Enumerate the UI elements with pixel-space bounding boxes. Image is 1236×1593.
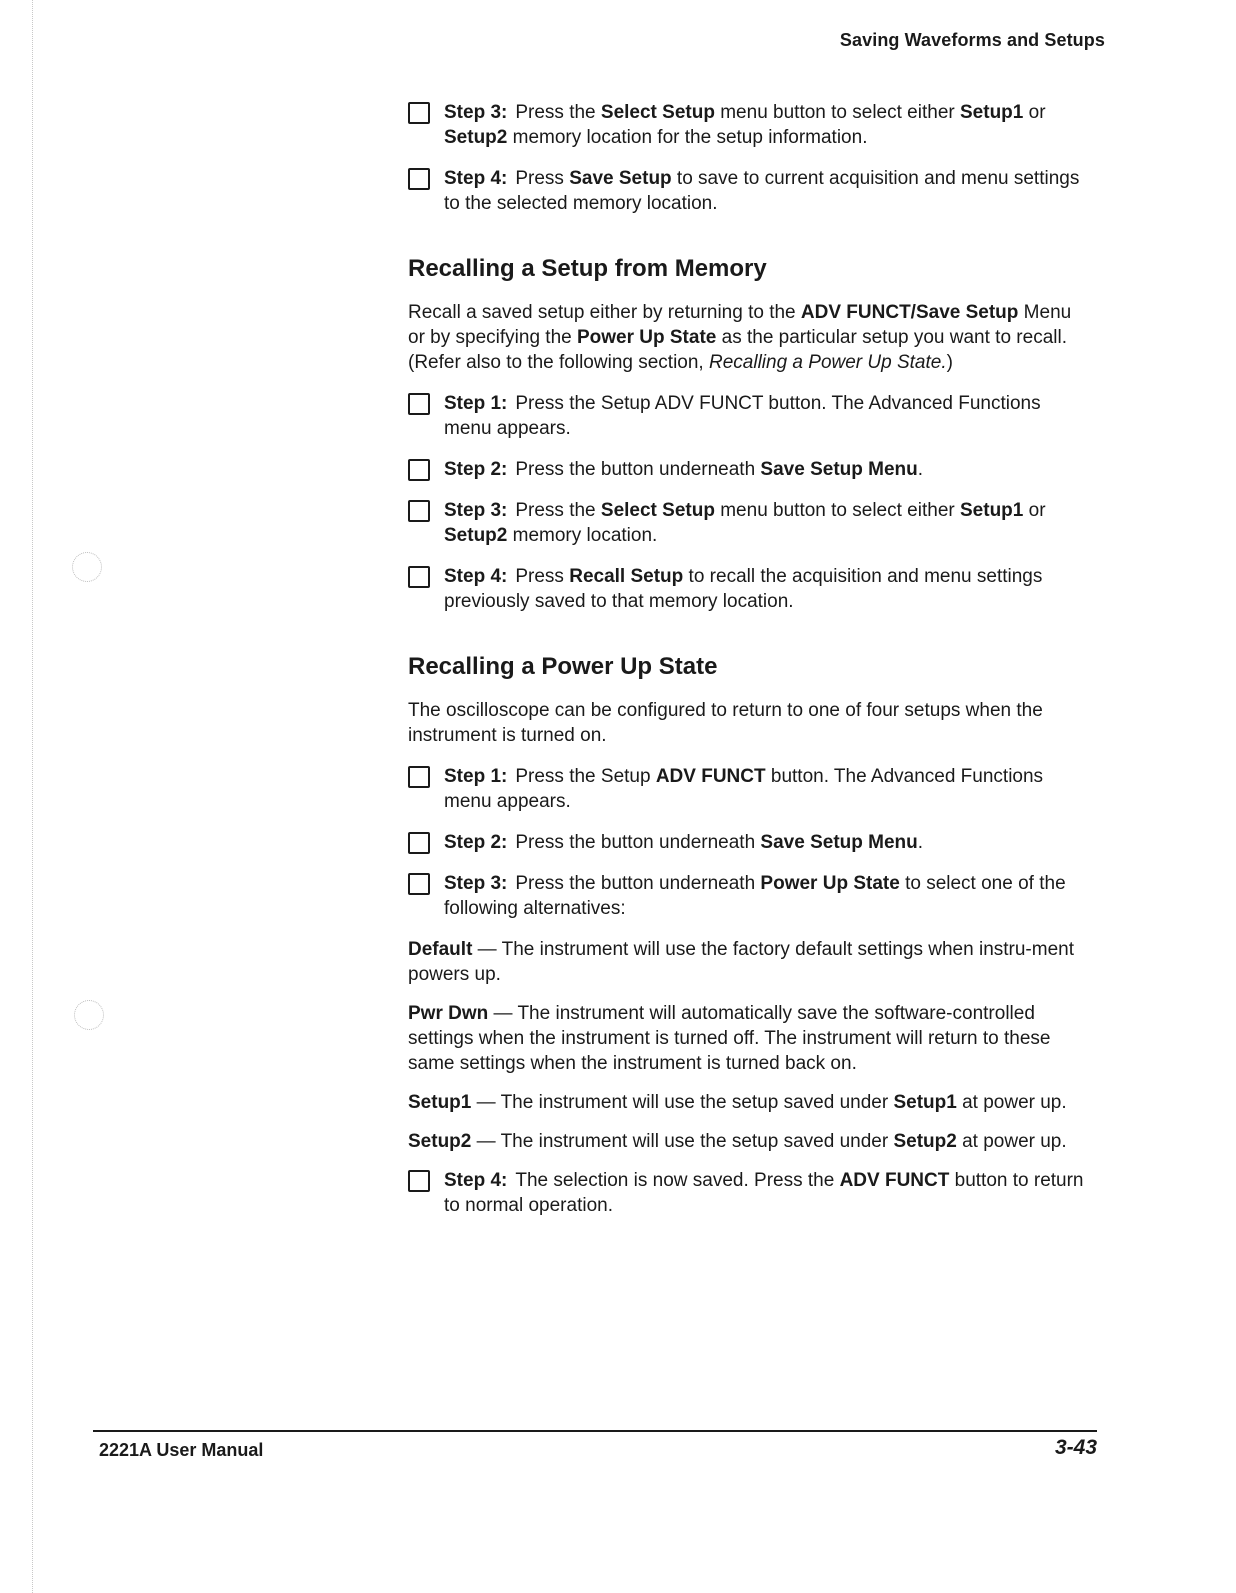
step-text xyxy=(444,1170,1084,1216)
text-run: The selection is now saved. Press the xyxy=(515,1170,840,1191)
text-run: — The instrument will use the factory default settings when instru-ment powers up. xyxy=(408,939,1074,985)
text-run: Press the button underneath xyxy=(515,873,761,894)
step-label: Step 2: xyxy=(444,832,508,853)
text-run: Menu or by specifying the xyxy=(408,302,1072,348)
checkbox-icon[interactable] xyxy=(408,168,430,190)
footer-manual-title: 2221A User Manual xyxy=(99,1440,264,1460)
text-run: Press xyxy=(515,566,570,587)
alternative-setup2 xyxy=(408,1129,1088,1154)
text-run: ADV FUNCT xyxy=(839,1170,950,1191)
step-item xyxy=(408,166,1088,216)
text-run: Press the Setup ADV FUNCT button. The Advanced Functions menu appears. xyxy=(444,393,1041,439)
checkbox-icon[interactable] xyxy=(408,500,430,522)
text-run: button. The Advanced Functions menu appears. xyxy=(444,766,1044,812)
text-run: as the particular setup you want to recall. (Refer also to the following section, xyxy=(408,327,1067,373)
text-run: Setup1 xyxy=(893,1092,957,1113)
text-run: Setup2 xyxy=(408,1131,472,1152)
text-run: Power Up State xyxy=(760,873,900,894)
section-heading: Recalling a Setup from Memory xyxy=(408,255,767,282)
step-label: Step 1: xyxy=(444,766,508,787)
text-run: — The instrument will automatically save the software-controlled settings when the instrument is turned off. The instrument will return to these same settings when the instrument is turned back on. xyxy=(408,1003,1051,1074)
step-item xyxy=(408,457,1088,482)
step-item xyxy=(408,100,1088,150)
text-run: Press the button underneath xyxy=(515,459,761,480)
text-run: Save Setup Menu xyxy=(760,832,918,853)
step-label: Step 2: xyxy=(444,459,508,480)
step-item xyxy=(408,564,1088,614)
step-text xyxy=(444,500,1046,546)
text-run: Select Setup xyxy=(600,102,715,123)
page-content xyxy=(408,100,1088,1234)
section-intro xyxy=(408,300,1088,375)
text-run: Recall Setup xyxy=(569,566,684,587)
text-run: Save Setup Menu xyxy=(760,459,918,480)
text-run: Save Setup xyxy=(569,168,672,189)
alternative-pwr-dwn xyxy=(408,1001,1088,1076)
text-run: ) xyxy=(946,352,953,373)
text-run: Pwr Dwn xyxy=(408,1003,489,1024)
step-label: Step 4: xyxy=(444,168,508,189)
punch-hole-mark xyxy=(74,1000,104,1030)
step-item xyxy=(408,871,1088,921)
text-run: Setup2 xyxy=(444,525,508,546)
text-run: . xyxy=(917,459,924,480)
step-item xyxy=(408,391,1088,441)
text-run: Setup1 xyxy=(960,500,1024,521)
step-item xyxy=(408,764,1088,814)
step-item xyxy=(408,830,1088,855)
text-run: to recall the acquisition and menu settings previously saved to that memory location. xyxy=(444,566,1043,612)
text-run: Press the button underneath xyxy=(515,832,761,853)
text-run: memory location for the setup information. xyxy=(507,127,868,148)
text-run: Setup2 xyxy=(444,127,508,148)
text-run: at power up. xyxy=(956,1131,1067,1152)
text-run: The oscilloscope can be configured to return to one of four setups when the instrument is turned on. xyxy=(408,700,1043,746)
text-run: . xyxy=(917,832,924,853)
text-run: button to return to normal operation. xyxy=(444,1170,1084,1216)
step-text xyxy=(444,168,1079,214)
alternative-default xyxy=(408,937,1088,987)
text-run: menu button to select either xyxy=(714,102,960,123)
step-text xyxy=(444,102,1046,148)
punch-hole-mark xyxy=(72,552,102,582)
text-run: Recall a saved setup either by returning to the xyxy=(408,302,801,323)
text-run: at power up. xyxy=(956,1092,1067,1113)
checkbox-icon[interactable] xyxy=(408,459,430,481)
text-run: Press the Setup xyxy=(515,766,656,787)
text-run: Press xyxy=(515,168,570,189)
text-run: Default xyxy=(408,939,473,960)
text-run: Press the xyxy=(515,102,601,123)
step-label: Step 4: xyxy=(444,1170,508,1191)
text-run: Press the xyxy=(515,500,601,521)
text-run: or xyxy=(1023,102,1046,123)
checkbox-icon[interactable] xyxy=(408,1170,430,1192)
footer-page-number: 3-43 xyxy=(1054,1436,1097,1459)
step-text xyxy=(444,873,1066,919)
text-run: — The instrument will use the setup saved under xyxy=(471,1092,894,1113)
alternative-setup1 xyxy=(408,1090,1088,1115)
text-run: to select one of the following alternatives: xyxy=(444,873,1066,919)
text-run: — The instrument will use the setup saved under xyxy=(471,1131,894,1152)
step-text xyxy=(444,766,1043,812)
section-heading: Recalling a Power Up State xyxy=(408,653,718,680)
checkbox-icon[interactable] xyxy=(408,832,430,854)
step-label: Step 3: xyxy=(444,102,508,123)
text-run: ADV FUNCT/Save Setup xyxy=(800,302,1019,323)
checkbox-icon[interactable] xyxy=(408,393,430,415)
step-item xyxy=(408,1168,1088,1218)
text-run: ADV FUNCT xyxy=(655,766,766,787)
scan-edge-line xyxy=(32,0,33,1593)
text-run: Setup1 xyxy=(408,1092,472,1113)
step-label: Step 3: xyxy=(444,500,508,521)
footer-rule xyxy=(93,1430,1097,1432)
step-label: Step 3: xyxy=(444,873,508,894)
text-run: to save to current acquisition and menu settings to the selected memory location. xyxy=(444,168,1080,214)
checkbox-icon[interactable] xyxy=(408,873,430,895)
running-header: Saving Waveforms and Setups xyxy=(839,30,1105,50)
step-text xyxy=(444,393,1041,439)
text-run: memory location. xyxy=(507,525,658,546)
section-intro xyxy=(408,698,1088,748)
text-run: Setup1 xyxy=(960,102,1024,123)
text-run: Setup2 xyxy=(893,1131,957,1152)
text-run: or xyxy=(1023,500,1046,521)
checkbox-icon[interactable] xyxy=(408,566,430,588)
step-label: Step 1: xyxy=(444,393,508,414)
step-label: Step 4: xyxy=(444,566,508,587)
checkbox-icon[interactable] xyxy=(408,102,430,124)
text-run: menu button to select either xyxy=(714,500,960,521)
text-run: Power Up State xyxy=(576,327,717,348)
step-text xyxy=(444,566,1042,612)
step-item xyxy=(408,498,1088,548)
text-run: Select Setup xyxy=(600,500,715,521)
step-text xyxy=(515,459,923,480)
checkbox-icon[interactable] xyxy=(408,766,430,788)
step-text xyxy=(515,832,923,853)
text-run: Recalling a Power Up State. xyxy=(709,352,947,373)
